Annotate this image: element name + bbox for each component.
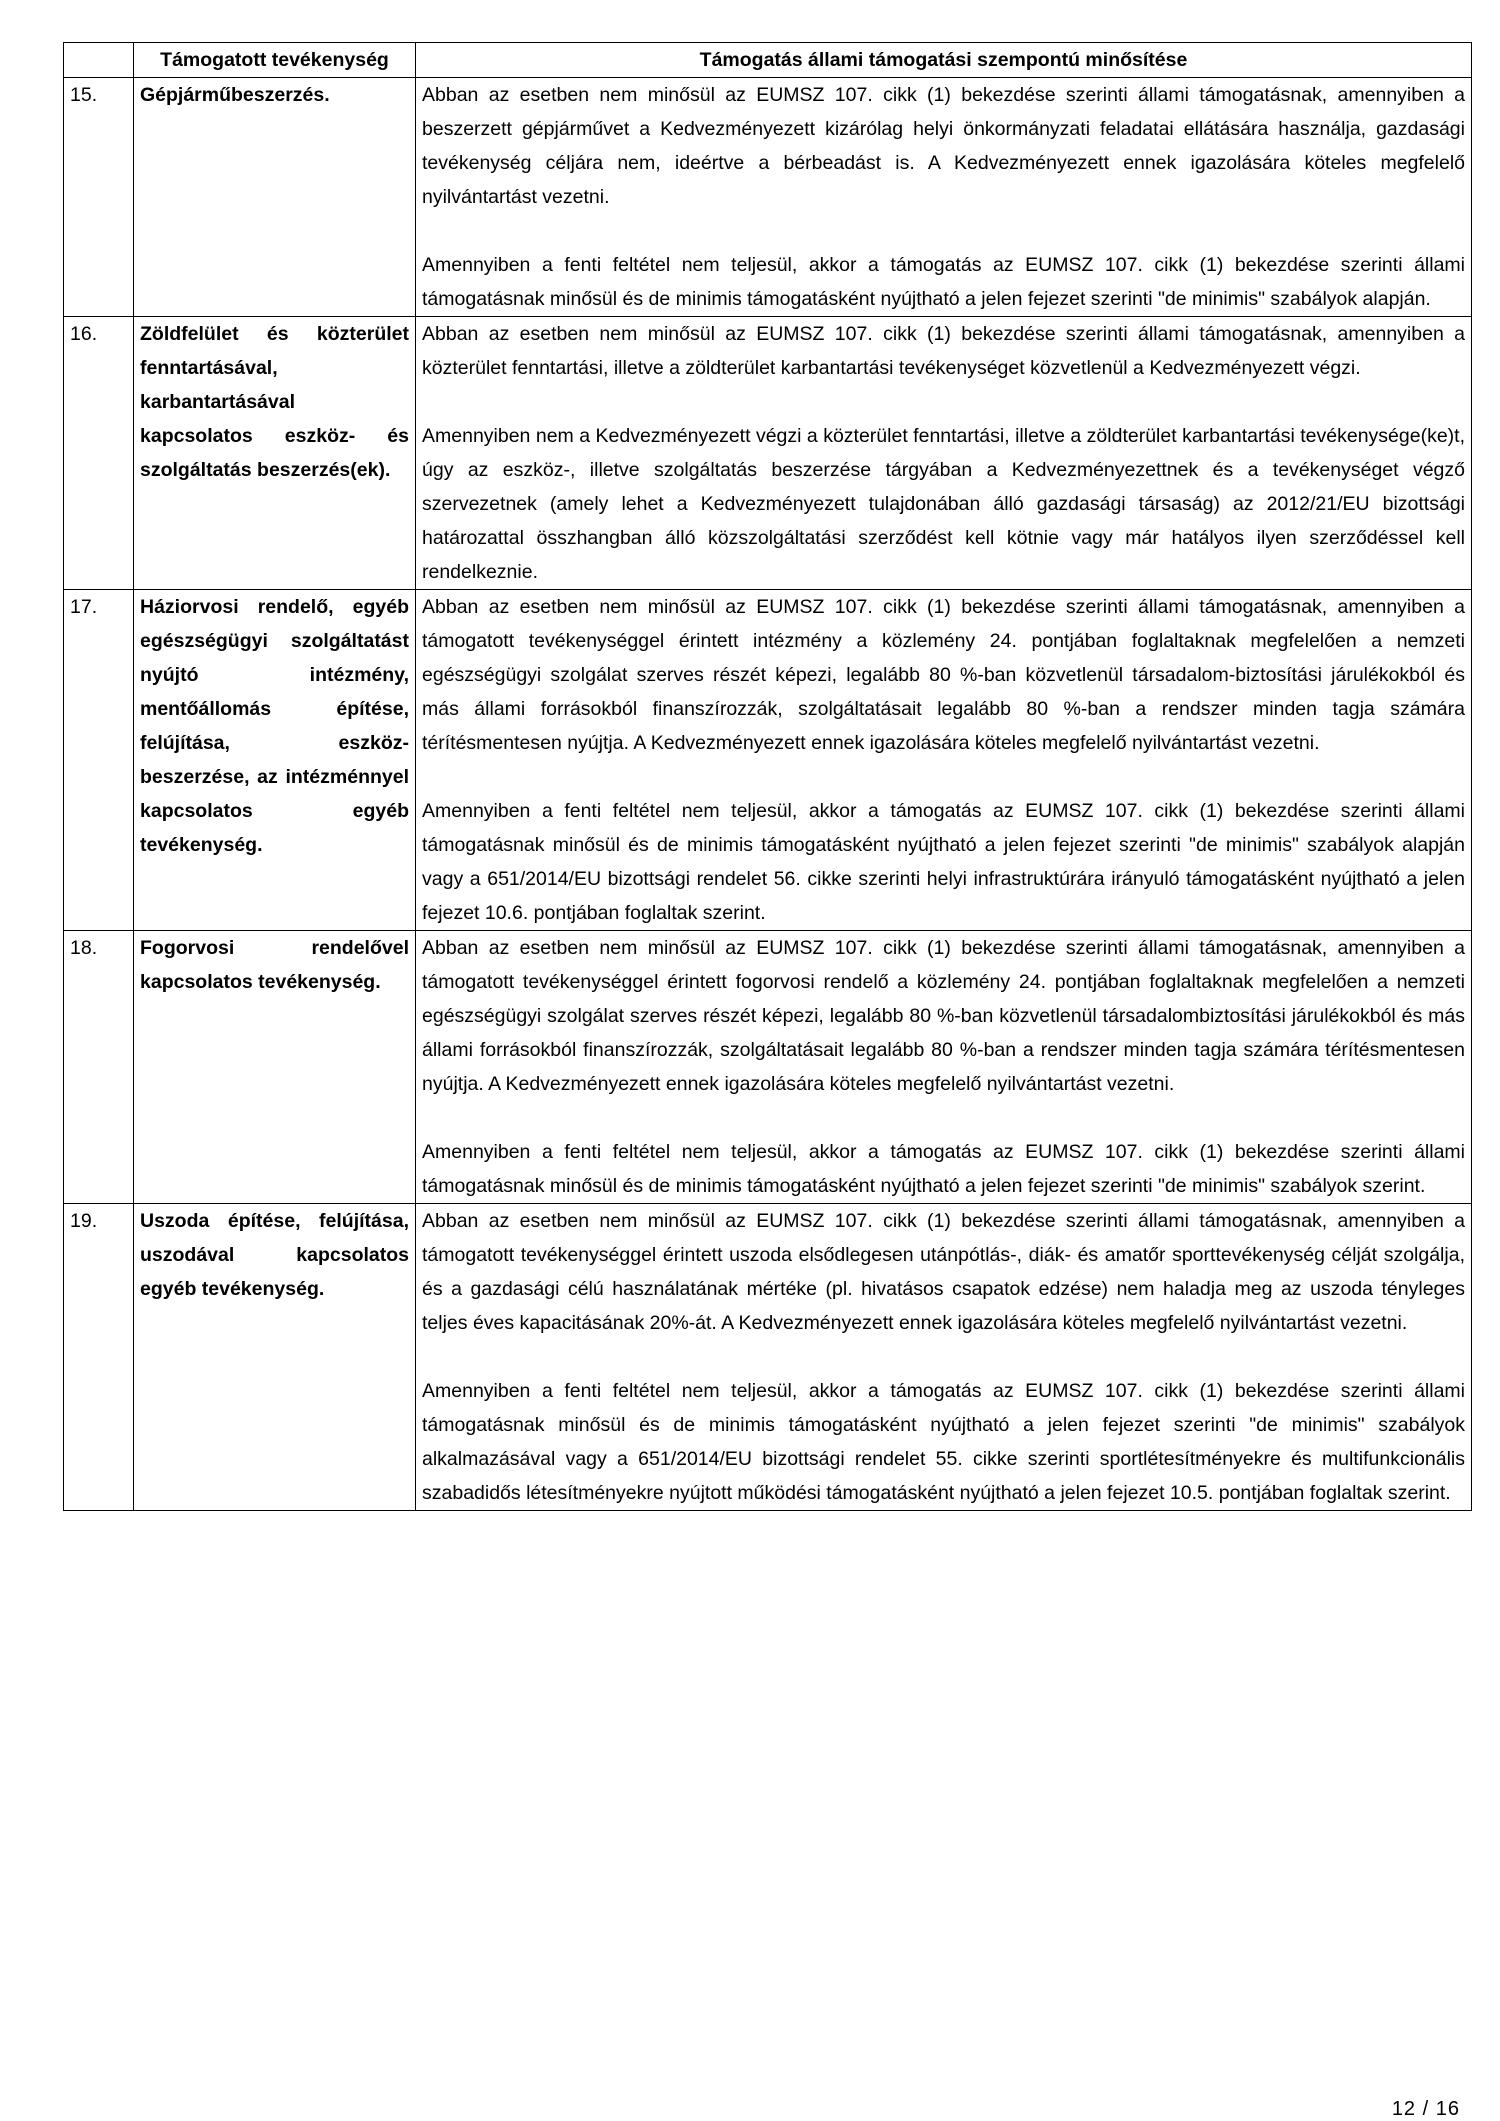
table-row xyxy=(64,931,1472,1204)
qualification-paragraph: Amennyiben a fenti feltétel nem teljesül, akkor a támogatás az EUMSZ 107. cikk (1) bekezdése szerinti állami támogatásnak minősül és de minimis támogatásként nyújtható a jelen fejezet szerinti "de minimis" szabályok alapján vagy a 651/2014/EU bizottsági rendelet 56. cikke szerinti helyi infrastruktúrára irányuló támogatásként nyújtható a jelen fejezet 10.6. pontjában foglaltak szerint. xyxy=(422,800,1465,924)
page-total: 16 xyxy=(1435,2098,1460,2120)
qualification-paragraph: Amennyiben a fenti feltétel nem teljesül, akkor a támogatás az EUMSZ 107. cikk (1) bekezdése szerinti állami támogatásnak minősül és de minimis támogatásként nyújtható a jelen fejezet szerinti "de minimis" szabályok alapján. xyxy=(422,254,1465,310)
table-row xyxy=(64,78,1472,317)
row-number: 16. xyxy=(64,317,134,590)
qualification-paragraph: Abban az esetben nem minősül az EUMSZ 107. cikk (1) bekezdése szerinti állami támogatásnak, amennyiben a támogatott tevékenységgel érintett fogorvosi rendelő a közlemény 24. pontjában foglaltaknak megfelelően a nemzeti egészségügyi szolgálat szerves részét képezi, legalább 80 %-ban közvetlenül társadalombiztosítási járulékokból és más állami forrásokból finanszírozzák, szolgáltatásait legalább 80 %-ban a rendszer minden tagja számára térítésmentesen nyújtja. A Kedvezményezett ennek igazolására köteles megfelelő nyilvántartást vezetni. xyxy=(422,937,1465,1095)
qualification-paragraph: Amennyiben a fenti feltétel nem teljesül, akkor a támogatás az EUMSZ 107. cikk (1) bekezdése szerinti állami támogatásnak minősül és de minimis támogatásként nyújtható a jelen fejezet szerinti "de minimis" szabályok alkalmazásával vagy a 651/2014/EU bizottsági rendelet 55. cikke szerinti sportlétesítményekre és multifunkcionális szabadidős létesítményekre nyújtott működési támogatásként nyújtható a jelen fejezet 10.5. pontjában foglaltak szerint. xyxy=(422,1380,1465,1504)
row-qualification xyxy=(416,78,1472,317)
page-separator: / xyxy=(1422,2098,1430,2120)
support-activities-table xyxy=(63,42,1472,1511)
row-qualification xyxy=(416,1204,1472,1511)
row-qualification xyxy=(416,931,1472,1204)
row-activity: Uszoda építése, felújítása, uszodával kapcsolatos egyéb tevékenység. xyxy=(134,1204,416,1511)
table-header-row xyxy=(64,43,1472,78)
row-activity: Fogorvosi rendelővel kapcsolatos tevékenység. xyxy=(134,931,416,1204)
row-qualification xyxy=(416,317,1472,590)
row-activity: Zöldfelület és közterület fenntartásával, karbantartásával kapcsolatos eszköz- és szolgáltatás beszerzés(ek). xyxy=(134,317,416,590)
qualification-paragraph: Abban az esetben nem minősül az EUMSZ 107. cikk (1) bekezdése szerinti állami támogatásnak, amennyiben a támogatott tevékenységgel érintett uszoda elsődlegesen utánpótlás-, diák- és amatőr sporttevékenység célját szolgálja, és a gazdasági célú használatának mértéke (pl. hivatásos csapatok edzése) nem haladja meg az uszoda tényleges teljes éves kapacitásának 20%-át. A Kedvezményezett ennek igazolására köteles megfelelő nyilvántartást vezetni. xyxy=(422,1210,1465,1334)
qualification-paragraph: Abban az esetben nem minősül az EUMSZ 107. cikk (1) bekezdése szerinti állami támogatásnak, amennyiben a közterület fenntartási, illetve a zöldterület karbantartási tevékenységet közvetlenül a Kedvezményezett végzi. xyxy=(422,323,1465,379)
table-row xyxy=(64,590,1472,931)
qualification-paragraph: Amennyiben nem a Kedvezményezett végzi a közterület fenntartási, illetve a zöldterület karbantartási tevékenysége(ke)t, úgy az eszköz-, illetve szolgáltatás beszerzése tárgyában a Kedvezményezettnek és a tevékenységet végző szervezetnek (amely lehet a Kedvezményezett tulajdonában álló gazdasági társaság) az 2012/21/EU bizottsági határozattal összhangban álló közszolgáltatási szerződést kell kötnie vagy már hatályos ilyen szerződéssel kell rendelkeznie. xyxy=(422,425,1465,583)
header-qualification: Támogatás állami támogatási szempontú minősítése xyxy=(416,43,1472,78)
qualification-paragraph: Abban az esetben nem minősül az EUMSZ 107. cikk (1) bekezdése szerinti állami támogatásnak, amennyiben a támogatott tevékenységgel érintett intézmény a közlemény 24. pontjában foglaltaknak megfelelően a nemzeti egészségügyi szolgálat szerves részét képezi, legalább 80 %-ban közvetlenül társadalom-biztosítási járulékokból és más állami forrásokból finanszírozzák, szolgáltatásait legalább 80 %-ban a rendszer minden tagja számára térítésmentesen nyújtja. A Kedvezményezett ennek igazolására köteles megfelelő nyilvántartást vezetni. xyxy=(422,596,1465,754)
qualification-paragraph: Amennyiben a fenti feltétel nem teljesül, akkor a támogatás az EUMSZ 107. cikk (1) bekezdése szerinti állami támogatásnak minősül és de minimis támogatásként nyújtható a jelen fejezet szerinti "de minimis" szabályok szerint. xyxy=(422,1141,1465,1197)
row-activity: Háziorvosi rendelő, egyéb egészségügyi szolgáltatást nyújtó intézmény, mentőállomás építése, felújítása, eszköz-beszerzése, az intézménnyel kapcsolatos egyéb tevékenység. xyxy=(134,590,416,931)
row-number: 15. xyxy=(64,78,134,317)
table-row xyxy=(64,317,1472,590)
page-current: 12 xyxy=(1391,2098,1417,2120)
row-number: 19. xyxy=(64,1204,134,1511)
table-row xyxy=(64,1204,1472,1511)
row-qualification xyxy=(416,590,1472,931)
qualification-paragraph: Abban az esetben nem minősül az EUMSZ 107. cikk (1) bekezdése szerinti állami támogatásnak, amennyiben a beszerzett gépjárművet a Kedvezményezett kizárólag helyi önkormányzati feladatai ellátására használja, gazdasági tevékenység céljára nem, ideértve a bérbeadást is. A Kedvezményezett ennek igazolására köteles megfelelő nyilvántartást vezetni. xyxy=(422,84,1465,208)
row-number: 17. xyxy=(64,590,134,931)
page-number xyxy=(1392,2097,1460,2121)
row-number: 18. xyxy=(64,931,134,1204)
document-page xyxy=(63,42,1471,1511)
row-activity: Gépjárműbeszerzés. xyxy=(134,78,416,317)
header-number xyxy=(64,43,134,78)
header-activity: Támogatott tevékenység xyxy=(134,43,416,78)
